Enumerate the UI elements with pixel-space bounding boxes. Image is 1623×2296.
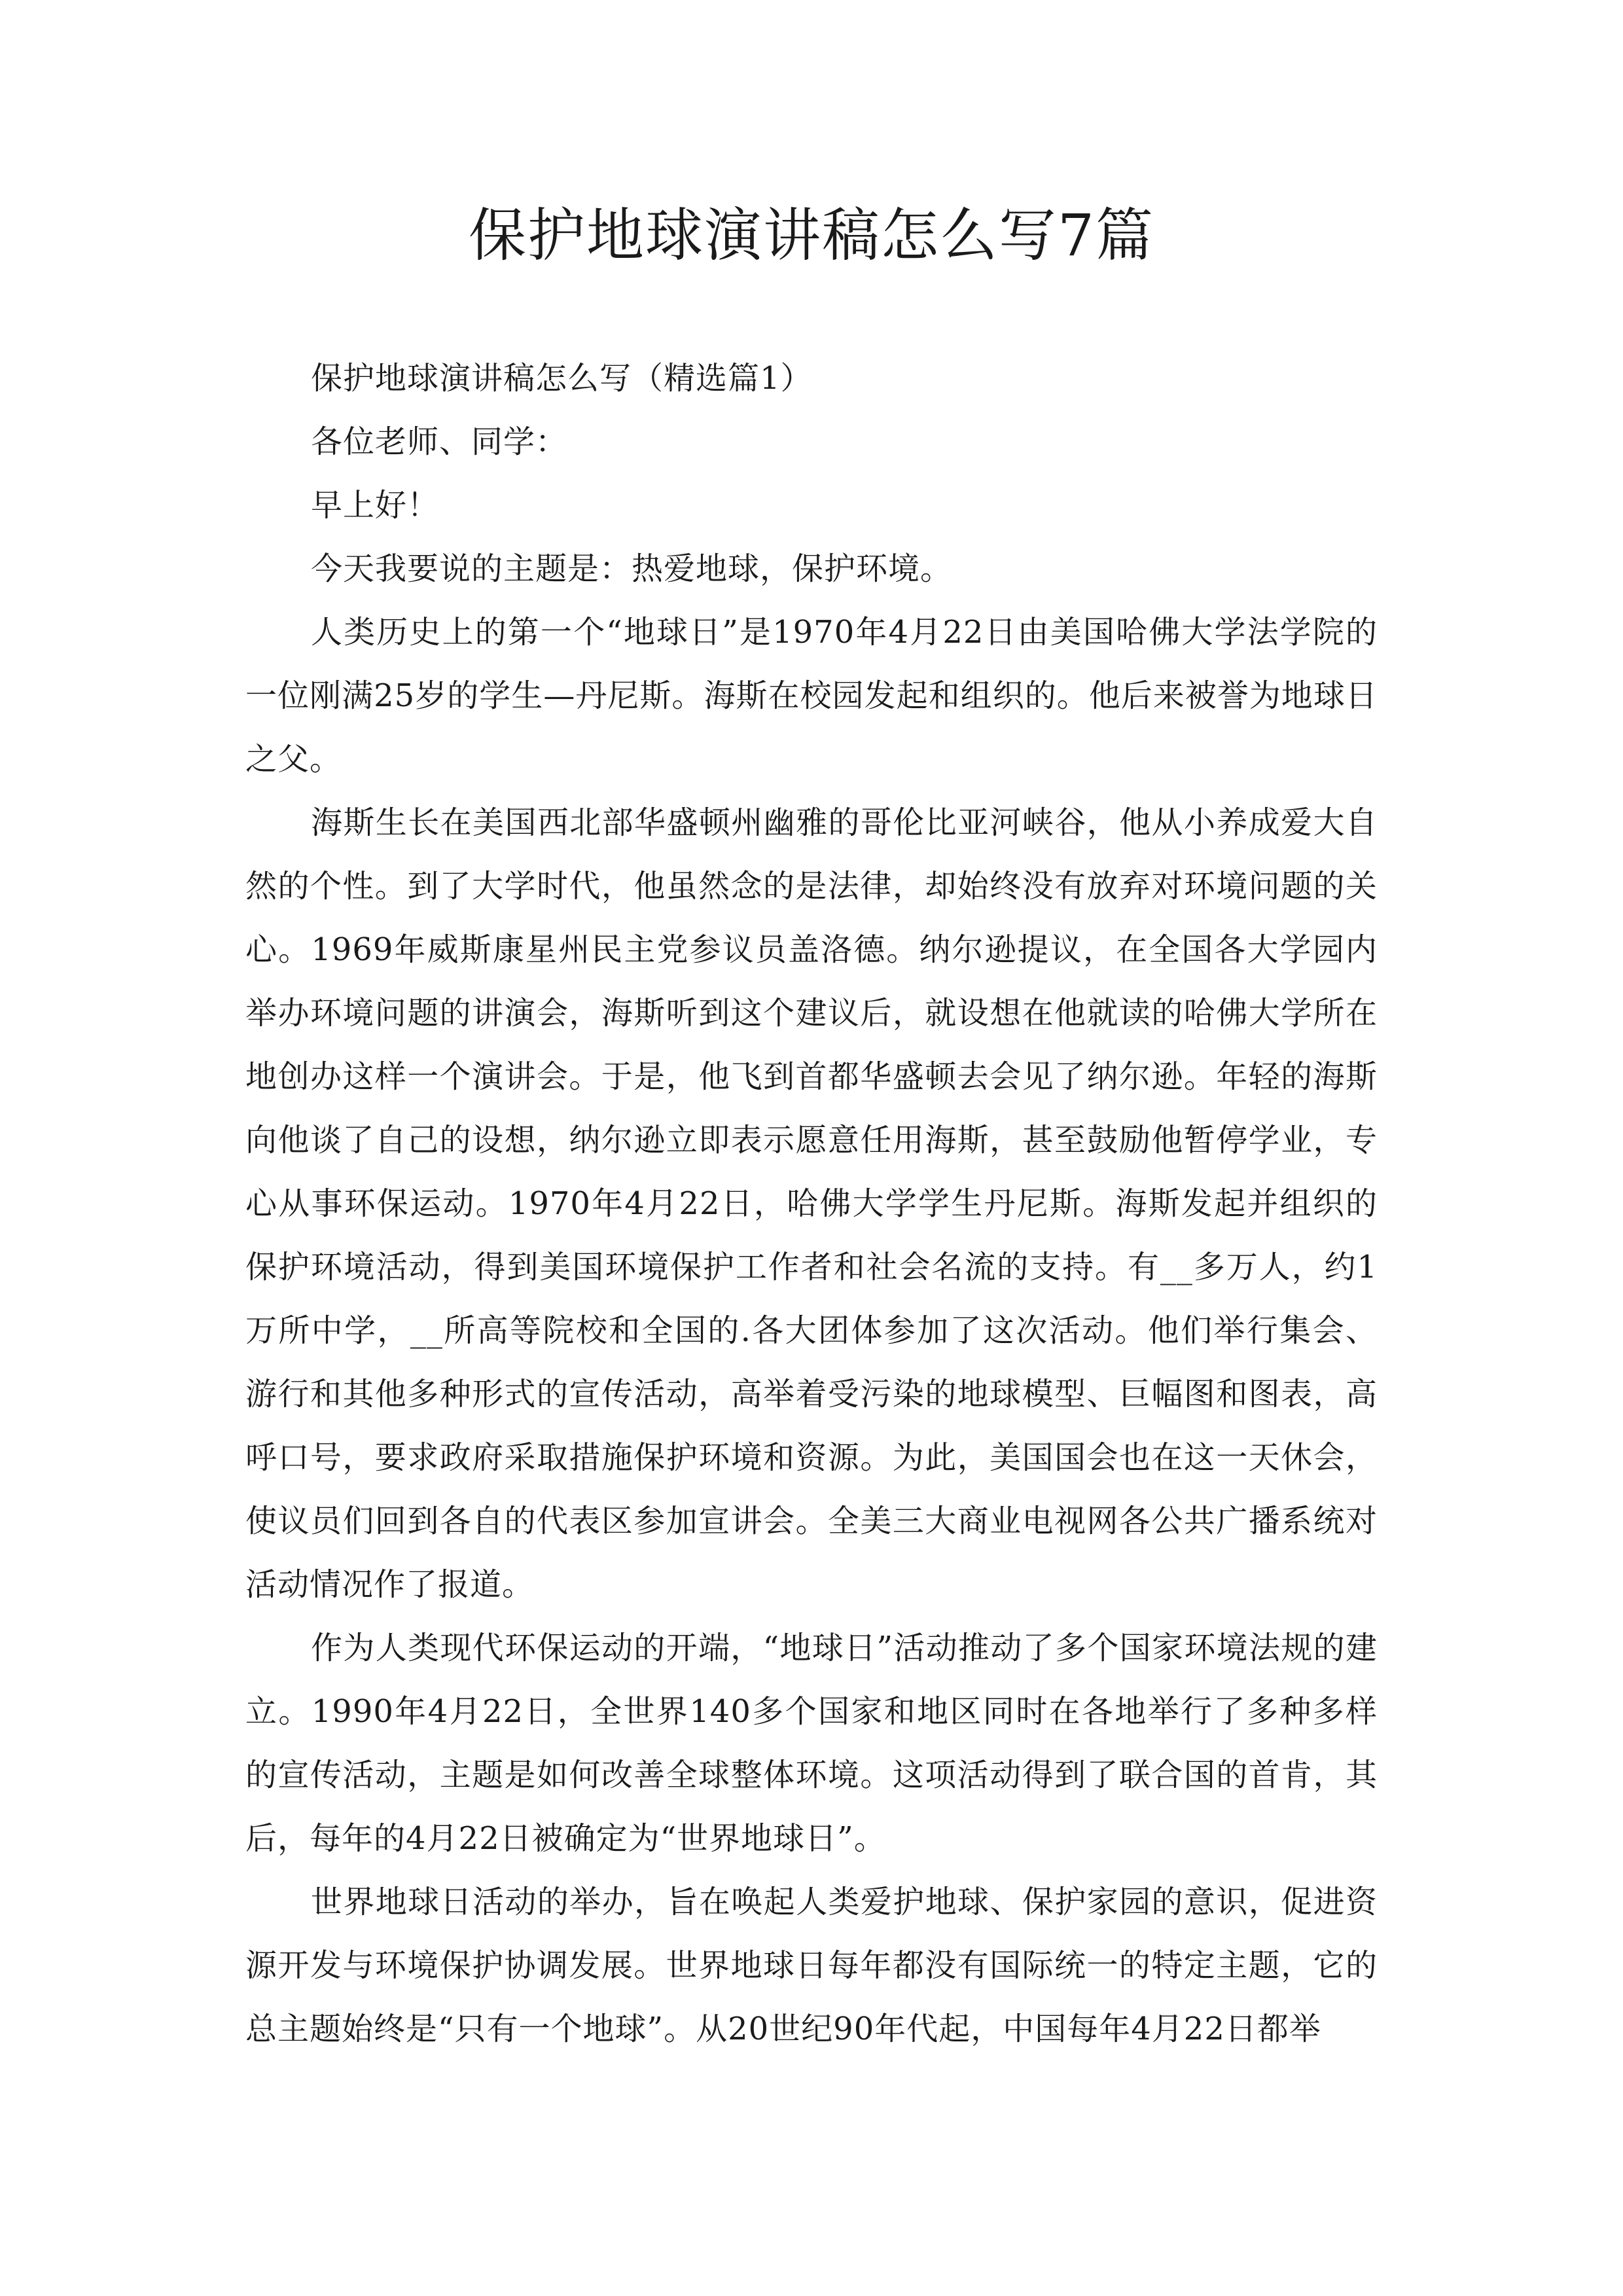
paragraph-earth-day-origin: 人类历史上的第一个“地球日”是1970年4月22日由美国哈佛大学法学院的一位刚满25岁的学生—丹尼斯。海斯在校园发起和组织的。他后来被誉为地球日之父。: [245, 614, 1378, 778]
paragraph-earth-day-history: 作为人类现代环保运动的开端，“地球日”活动推动了多个国家环境法规的建立。1990年4月22日，全世界140多个国家和地区同时在各地举行了多种多样的宣传活动，主题是如何改善全球整体环境。这项活动得到了联合国的首肯，其后，每年的4月22日被确定为“世界地球日”。: [245, 1630, 1378, 1857]
document-body: [245, 347, 1378, 2061]
paragraph-hayes-story: 海斯生长在美国西北部华盛顿州幽雅的哥伦比亚河峡谷，他从小养成爱大自然的个性。到了大学时代，他虽然念的是法律，却始终没有放弃对环境问题的关心。1969年威斯康星州民主党参议员盖洛德。纳尔逊提议，在全国各大学园内举办环境问题的讲演会，海斯听到这个建议后，就设想在他就读的哈佛大学所在地创办这样一个演讲会。于是，他飞到首都华盛顿去会见了纳尔逊。年轻的海斯向他谈了自己的设想，纳尔逊立即表示愿意任用海斯，甚至鼓励他暂停学业，专心从事环保运动。1970年4月22日，哈佛大学学生丹尼斯。海斯发起并组织的保护环境活动，得到美国环境保护工作者和社会名流的支持。有__多万人，约1万所中学，__所高等院校和全国的.各大团体参加了这次活动。他们举行集会、游行和其他多种形式的宣传活动，高举着受污染的地球模型、巨幅图和图表，高呼口号，要求政府采取措施保护环境和资源。为此，美国国会也在这一天休会，使议员们回到各自的代表区参加宣讲会。全美三大商业电视网各公共广播系统对活动情况作了报道。: [245, 804, 1378, 1603]
paragraph-salutation: 各位老师、同学：: [311, 423, 568, 460]
document-title: 保护地球演讲稿怎么写7篇: [469, 202, 1154, 269]
paragraph-greeting: 早上好！: [311, 487, 440, 524]
paragraph-topic: 今天我要说的主题是：热爱地球，保护环境。: [311, 550, 953, 587]
paragraph-earth-day-purpose: 世界地球日活动的举办，旨在唤起人类爱护地球、保护家园的意识，促进资源开发与环境保护协调发展。世界地球日每年都没有国际统一的特定主题，它的总主题始终是“只有一个地球”。从20世纪90年代起，中国每年4月22日都举: [245, 1884, 1378, 2047]
paragraph-section-heading: 保护地球演讲稿怎么写（精选篇1）: [311, 360, 813, 397]
